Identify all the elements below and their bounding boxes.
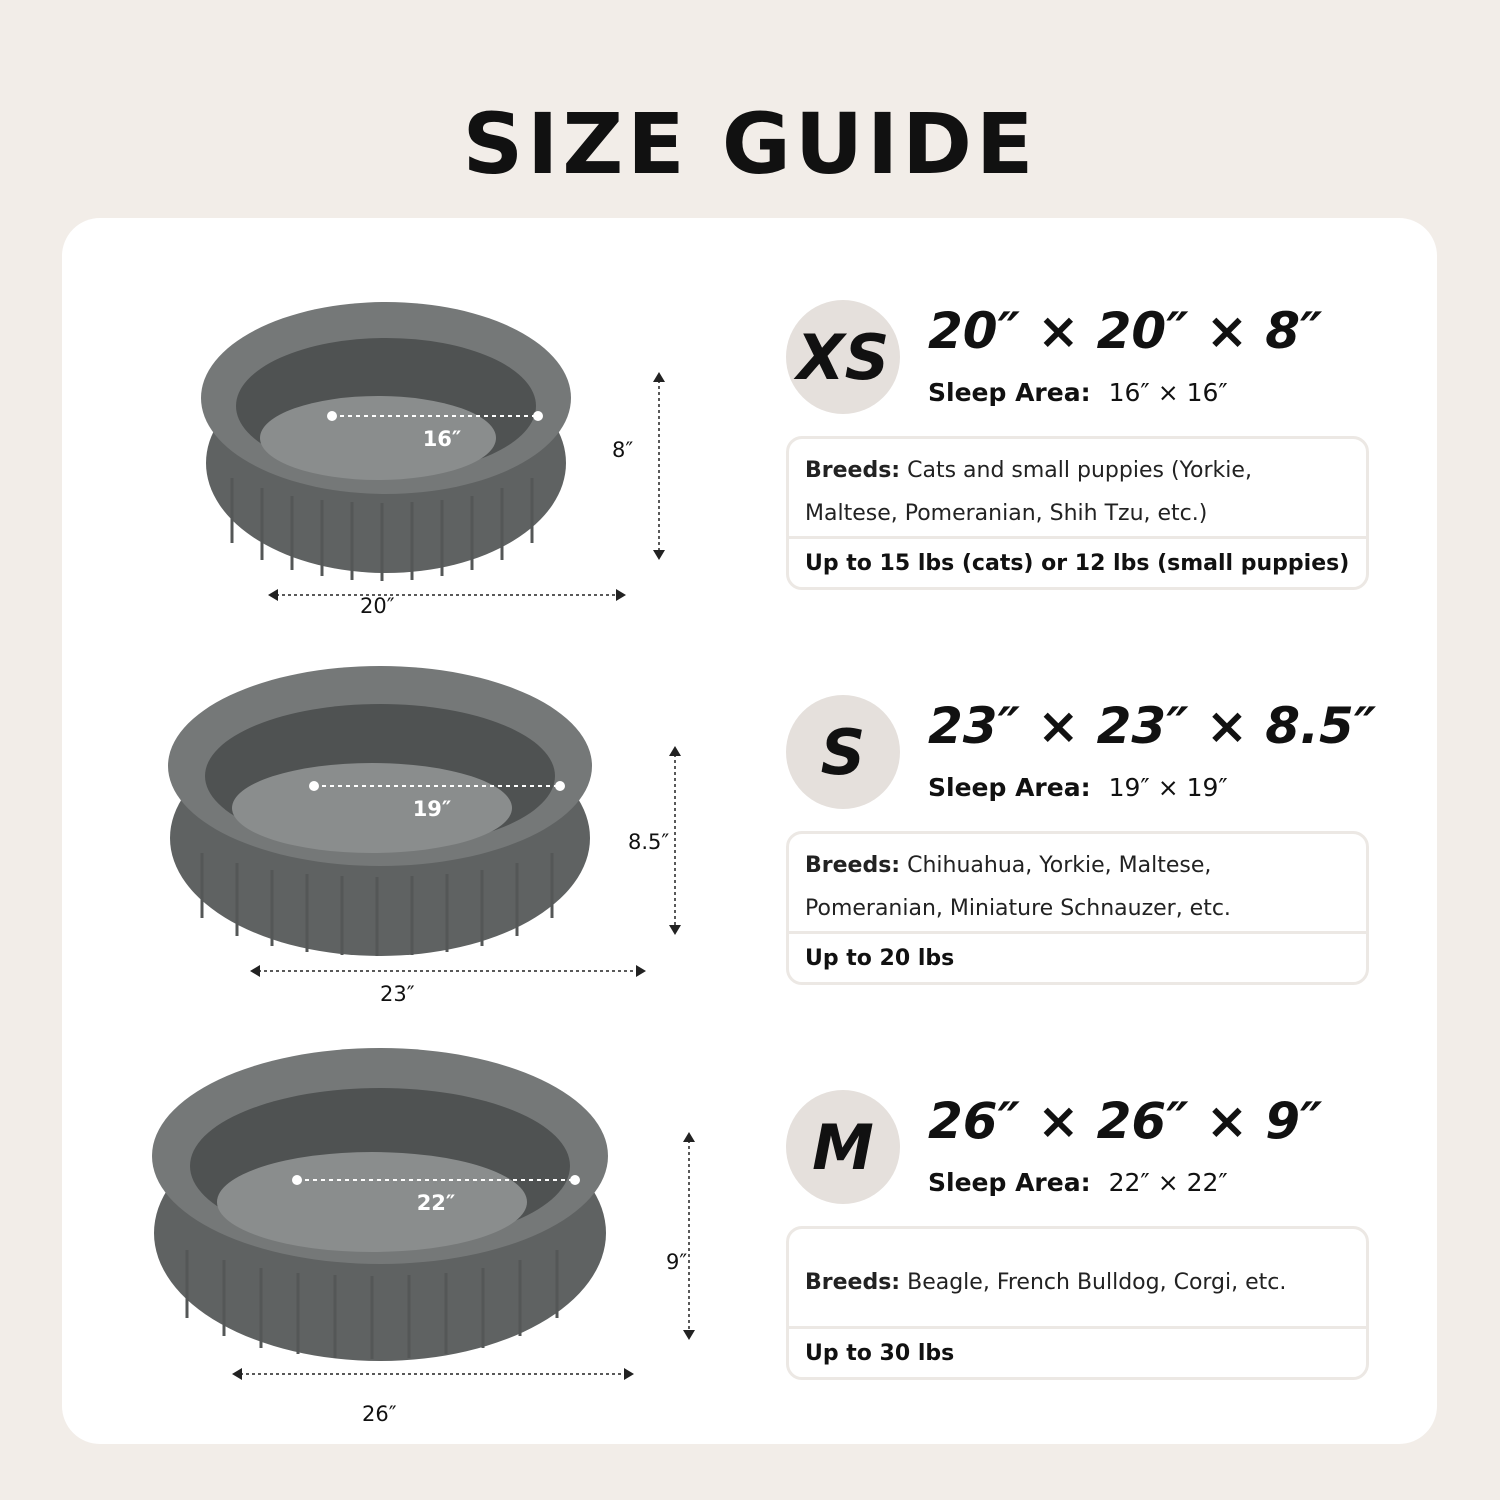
bed-illustration-xs (152, 288, 672, 618)
sleep-area-value: 19″ × 19″ (1108, 773, 1228, 802)
breeds-s (805, 842, 1350, 932)
breeds-text: Chihuahua, Yorkie, Maltese, Pomeranian, Miniature Schnauzer, etc. (805, 853, 1231, 921)
sleep-area-key: Sleep Area: (928, 773, 1091, 802)
height-label-m: 9″ (666, 1250, 688, 1274)
height-label-xs: 8″ (612, 438, 634, 462)
bed-illustration-m (102, 1028, 702, 1408)
breeds-key: Breeds: (805, 853, 901, 878)
breeds-xs (805, 447, 1350, 537)
sleep-area-value: 22″ × 22″ (1108, 1168, 1228, 1197)
breed-info-box-xs (786, 436, 1369, 590)
breed-info-box-s (786, 831, 1369, 985)
weight-limit-m: Up to 30 lbs (805, 1340, 955, 1366)
sleep-area-key: Sleep Area: (928, 1168, 1091, 1197)
breed-info-box-m (786, 1226, 1369, 1380)
width-label-s: 23″ (380, 982, 415, 1006)
sleep-area-label-xs: 16″ (422, 427, 462, 451)
dimensions-xs: 20″ × 20″ × 8″ (928, 302, 1323, 360)
sleep-area-key: Sleep Area: (928, 378, 1091, 407)
breeds-text: Cats and small puppies (Yorkie, Maltese, Pomeranian, Shih Tzu, etc.) (805, 458, 1252, 526)
breeds-key: Breeds: (805, 458, 901, 483)
sleep-area-s (928, 773, 1228, 802)
dimensions-s: 23″ × 23″ × 8.5″ (928, 697, 1377, 755)
sleep-area-label-m: 22″ (416, 1191, 456, 1215)
page-title: SIZE GUIDE (462, 95, 1038, 193)
weight-limit-xs: Up to 15 lbs (cats) or 12 lbs (small puppies) (805, 550, 1350, 576)
size-row-m (62, 1068, 1437, 1468)
sleep-area-xs (928, 378, 1228, 407)
breeds-m (805, 1237, 1350, 1327)
weight-limit-s: Up to 20 lbs (805, 945, 955, 971)
height-label-s: 8.5″ (628, 830, 670, 854)
size-badge-s: S (786, 695, 900, 809)
breeds-key: Breeds: (805, 1269, 901, 1295)
size-row-xs (62, 278, 1437, 678)
sleep-area-m (928, 1168, 1228, 1197)
breeds-text: Beagle, French Bulldog, Corgi, etc. (907, 1269, 1287, 1295)
size-guide-card (62, 218, 1437, 1444)
size-row-s (62, 673, 1437, 1073)
width-label-xs: 20″ (360, 594, 395, 618)
dimensions-m: 26″ × 26″ × 9″ (928, 1092, 1323, 1150)
size-badge-xs: XS (786, 300, 900, 414)
sleep-area-label-s: 19″ (412, 797, 452, 821)
sleep-area-value: 16″ × 16″ (1108, 378, 1228, 407)
size-badge-m: M (786, 1090, 900, 1204)
width-label-m: 26″ (362, 1402, 397, 1426)
bed-illustration-s (122, 648, 682, 988)
